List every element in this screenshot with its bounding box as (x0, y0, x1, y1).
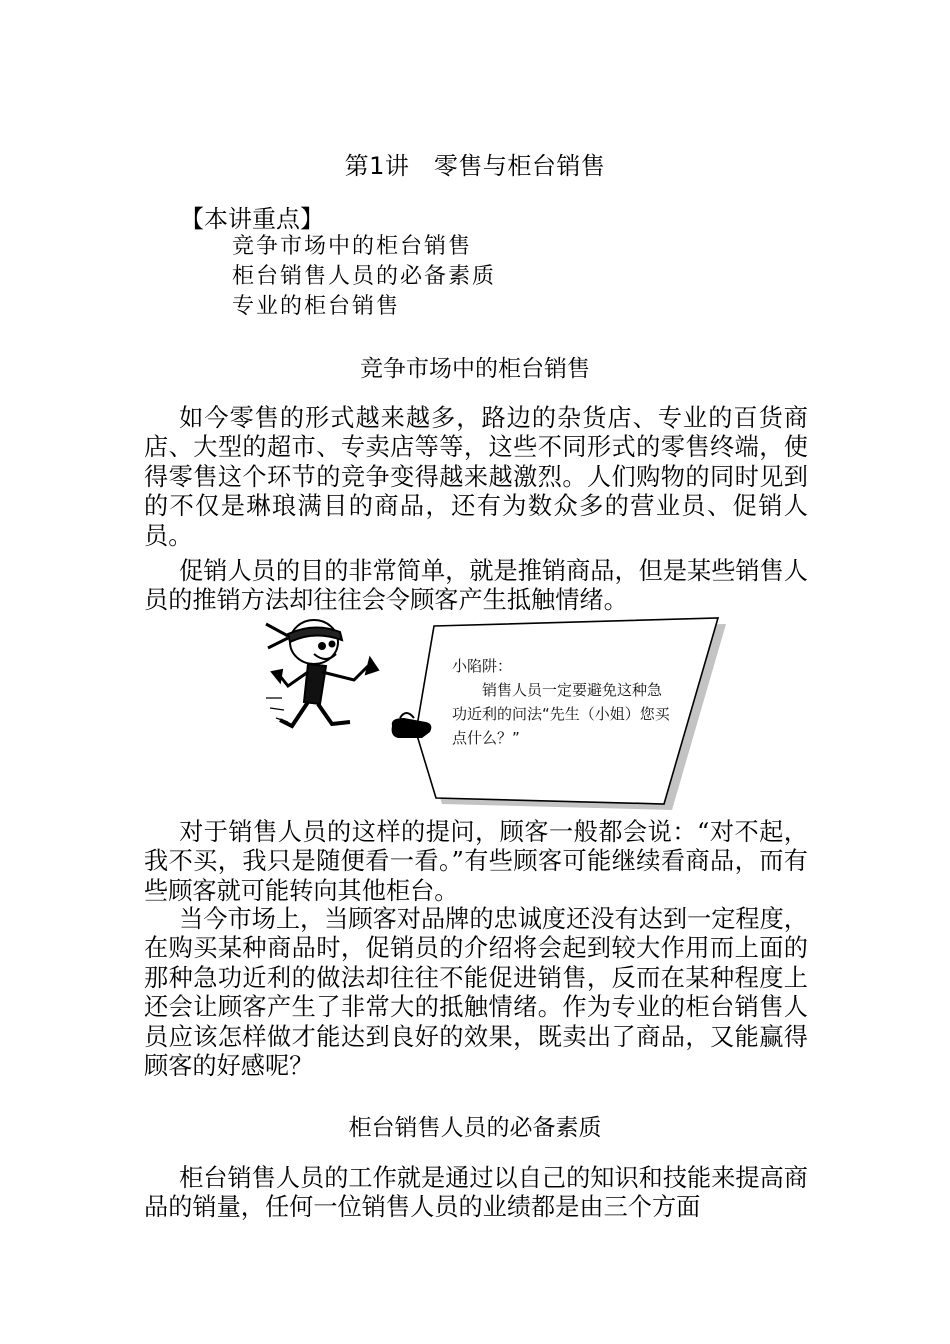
paragraph: 如今零售的形式越来越多，路边的杂货店、专业的百货商店、大型的超市、专卖店等等，这些不同形式的零售终端，使得零售这个环节的竞争变得越来越激烈。人们购物的同时见到的不仅是琳琅满目的商品，还有为数众多的营业员、促销人员。 (144, 404, 808, 550)
callout-label: 小陷阱： (452, 657, 513, 675)
paragraph: 柜台销售人员的工作就是通过以自己的知识和技能来提高商品的销量，任何一位销售人员的业绩都是由三个方面 (144, 1164, 808, 1222)
key-point-item: 专业的柜台销售 (232, 294, 401, 319)
key-point-item: 柜台销售人员的必备素质 (232, 264, 497, 289)
page-title: 第1讲 零售与柜台销售 (344, 152, 606, 180)
callout-body: 销售人员一定要避免这种急功近利的问法“先生（小姐）您买点什么？” (452, 681, 670, 747)
paragraph: 促销人员的目的非常简单，就是推销商品，但是某些销售人员的推销方法却往往会令顾客产生抵触情绪。 (144, 557, 808, 615)
paragraph: 当今市场上，当顾客对品牌的忠诚度还没有达到一定程度，在购买某种商品时，促销员的介绍将会起到较大作用而上面的那种急功近利的做法却往往不能促进销售，反而在某种程度上还会让顾客产生了非常大的抵触情绪。作为专业的柜台销售人员应该怎样做才能达到良好的效果，既卖出了商品，又能赢得顾客的好感呢？ (144, 905, 808, 1081)
key-points-list (232, 232, 496, 322)
cartoon-salesman-icon (266, 620, 378, 726)
section-title: 柜台销售人员的必备素质 (348, 1115, 602, 1141)
key-point-item: 竞争市场中的柜台销售 (232, 234, 473, 259)
paragraph: 对于销售人员的这样的提问，顾客一般都会说：“对不起，我不买，我只是随便看一看。”有些顾客可能继续看商品，而有些顾客就可能转向其他柜台。 (144, 818, 808, 905)
key-points-heading: 【本讲重点】 (180, 205, 324, 233)
callout-text (452, 654, 672, 750)
section-title: 竞争市场中的柜台销售 (360, 356, 590, 382)
